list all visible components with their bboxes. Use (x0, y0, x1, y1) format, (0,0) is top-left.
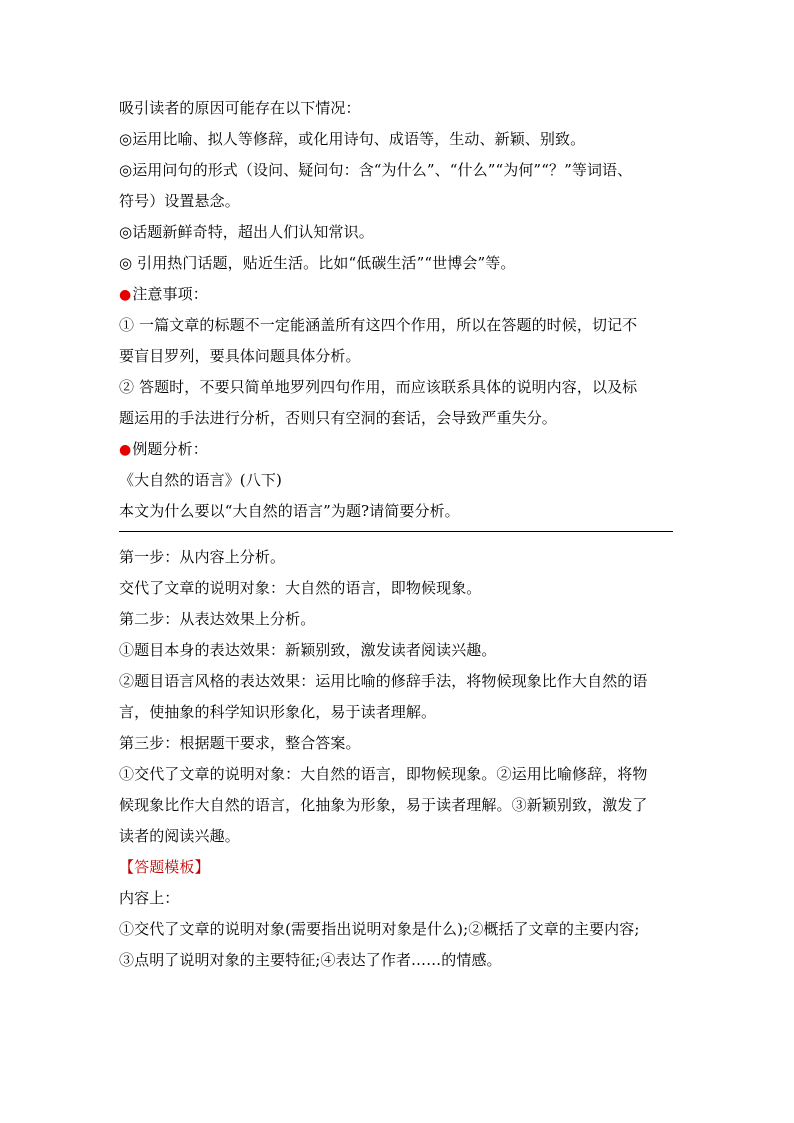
red-bullet-icon: ● (119, 287, 132, 303)
red-bullet-icon: ● (119, 442, 132, 458)
analysis-line: 第三步：根据题干要求，整合答案。 (119, 734, 361, 752)
example-question: 本文为什么要以“大自然的语言”为题?请简要分析。 (119, 502, 460, 520)
template-heading: 【答题模板】 (119, 858, 210, 876)
notes-line: 要盲目罗列，要具体问题具体分析。 (119, 347, 361, 365)
intro-line: 符号）设置悬念。 (119, 192, 240, 210)
analysis-line: 言，使抽象的科学知识形象化，易于读者理解。 (119, 703, 437, 721)
intro-line: ◎运用问句的形式（设问、疑问句：含“为什么”、“什么”“为何”“？”等词语、 (119, 161, 633, 179)
template-line: 内容上： (119, 889, 180, 907)
intro-line: ◎话题新鲜奇特，超出人们认知常识。 (119, 223, 374, 241)
analysis-line: ①题目本身的表达效果：新颖别致，激发读者阅读兴趣。 (119, 641, 497, 659)
notes-heading (119, 283, 679, 306)
analysis-line: 读者的阅读兴趣。 (119, 827, 240, 845)
notes-line: ② 答题时，不要只简单地罗列四句作用，而应该联系具体的说明内容，以及标 (119, 378, 638, 396)
example-line: 《大自然的语言》(八下) (119, 471, 282, 489)
template-line: ①交代了文章的说明对象(需要指出说明对象是什么);②概括了文章的主要内容; (119, 920, 640, 938)
analysis-line: ②题目语言风格的表达效果：运用比喻的修辞手法，将物候现象比作大自然的语 (119, 672, 648, 690)
intro-line: ◎ 引用热门话题，贴近生活。比如“低碳生活”“世博会”等。 (119, 254, 516, 272)
analysis-line: 交代了文章的说明对象：大自然的语言，即物候现象。 (119, 579, 482, 597)
notes-line: ① 一篇文章的标题不一定能涵盖所有这四个作用，所以在答题的时候，切记不 (119, 316, 638, 334)
intro-line: ◎运用比喻、拟人等修辞，或化用诗句、成语等，生动、新颖、别致。 (119, 130, 586, 148)
document-content (119, 97, 679, 980)
notes-line: 题运用的手法进行分析，否则只有空洞的套话，会导致严重失分。 (119, 409, 557, 427)
analysis-line: 第一步：从内容上分析。 (119, 548, 286, 566)
analysis-line: ①交代了文章的说明对象：大自然的语言，即物候现象。②运用比喻修辞，将物 (119, 765, 648, 783)
analysis-line: 候现象比作大自然的语言，化抽象为形象，易于读者理解。③新颖别致，激发了 (119, 796, 648, 814)
template-line: ③点明了说明对象的主要特征;④表达了作者……的情感。 (119, 951, 502, 969)
analysis-line: 第二步：从表达效果上分析。 (119, 610, 316, 628)
notes-heading-label: 注意事项： (132, 285, 208, 303)
intro-line: 吸引读者的原因可能存在以下情况： (119, 99, 361, 117)
example-heading-label: 例题分析： (132, 440, 208, 458)
example-heading (119, 438, 679, 461)
answer-line-divider (119, 531, 673, 532)
